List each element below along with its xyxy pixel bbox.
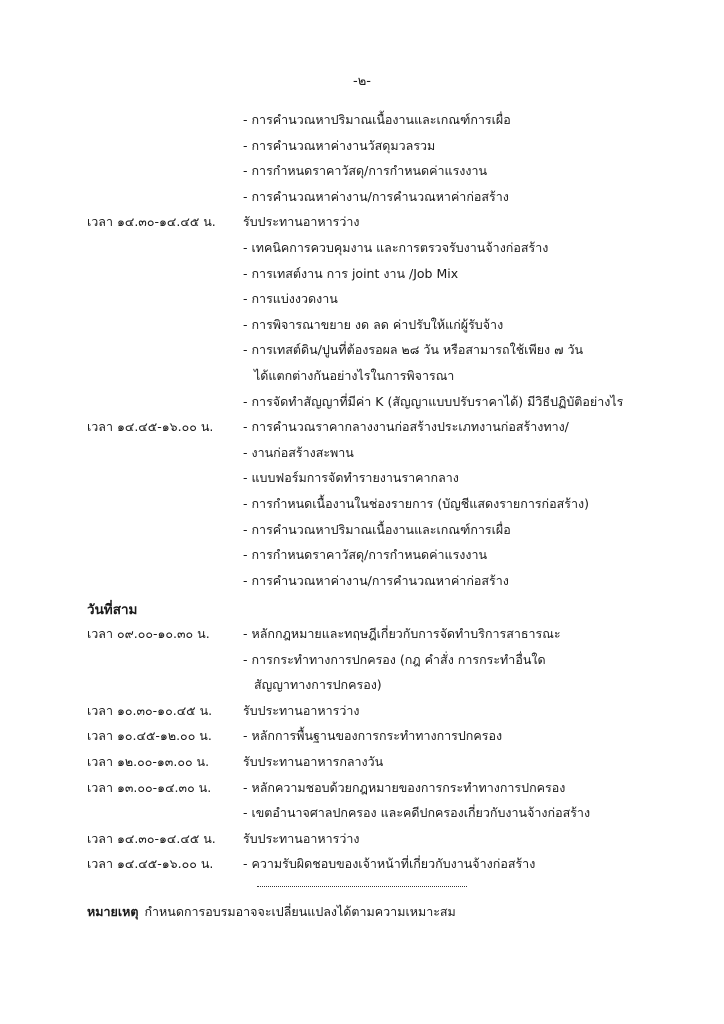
remark (87, 900, 456, 924)
remark-text: กำหนดการอบรมอาจจะเปลี่ยนแปลงได้ตามความเหมาะสม (144, 904, 456, 919)
time-slot: เวลา ๑๔.๔๕-๑๖.๐๐ น. (87, 856, 214, 872)
time-slot: เวลา ๑๓.๐๐-๑๔.๓๐ น. (87, 779, 212, 795)
time-slot: เวลา ๑๐.๓๐-๑๐.๔๕ น. (87, 702, 213, 718)
schedule-item: - การคำนวณราคากลางงานก่อสร้างประเภทงานก่อสร้างทาง/ (243, 419, 569, 435)
schedule-item: - เทคนิคการควบคุมงาน และการตรวจรับงานจ้างก่อสร้าง (243, 240, 549, 255)
schedule-item: - การคำนวณหาปริมาณเนื้องานและเกณฑ์การเผื่อ (243, 112, 511, 127)
schedule-item: - การคำนวณหาค่างาน/การคำนวณหาค่าก่อสร้าง (243, 188, 509, 204)
schedule-item: รับประทานอาหารกลางวัน (243, 754, 384, 769)
schedule-item: - หลักการพื้นฐานของการกระทำทางการปกครอง (243, 728, 503, 744)
schedule-item: - ความรับผิดชอบของเจ้าหน้าที่เกี่ยวกับงานจ้างก่อสร้าง (243, 856, 536, 872)
schedule-item: - เขตอำนาจศาลปกครอง และคดีปกครองเกี่ยวกับงานจ้างก่อสร้าง (243, 805, 591, 821)
schedule-item: - การกระทำทางการปกครอง (กฎ คำสั่ง การกระทำอื่นใด (243, 651, 546, 667)
schedule-item: - การแบ่งงวดงาน (243, 291, 338, 307)
schedule-item: - งานก่อสร้างสะพาน (243, 444, 354, 460)
time-slot: เวลา ๑๒.๐๐-๑๓.๐๐ น. (87, 754, 210, 769)
time-slot: เวลา ๑๔.๓๐-๑๔.๔๕ น. (87, 214, 216, 230)
time-slot: เวลา ๑๔.๔๕-๑๖.๐๐ น. (87, 419, 214, 435)
dotted-separator (257, 878, 467, 887)
schedule-item: - แบบฟอร์มการจัดทำรายงานราคากลาง (243, 470, 459, 486)
schedule-item: ได้แตกต่างกันอย่างไรในการพิจารณา (254, 368, 455, 383)
schedule-item: - การคำนวณหาค่างาน/การคำนวณหาค่าก่อสร้าง (243, 572, 509, 588)
schedule-item: - การเทสต์ดิน/ปูนที่ต้องรอผล ๒๘ วัน หรือสามารถใช้เพียง ๗ วัน (243, 342, 584, 358)
day-heading: วันที่สาม (87, 602, 138, 619)
time-slot: เวลา ๑๐.๔๕-๑๒.๐๐ น. (87, 728, 212, 744)
remark-label: หมายเหตุ (87, 904, 139, 919)
schedule-item: - การกำหนดราคาวัสดุ/การกำหนดค่าแรงงาน (243, 163, 488, 179)
time-slot: เวลา ๐๙.๐๐-๑๐.๓๐ น. (87, 626, 210, 641)
schedule-item: รับประทานอาหารว่าง (243, 702, 360, 718)
schedule-item: - หลักกฎหมายและทฤษฎีเกี่ยวกับการจัดทำบริการสาธารณะ (243, 626, 561, 641)
schedule-item: สัญญาทางการปกครอง) (254, 677, 382, 693)
schedule-item: - หลักความชอบด้วยกฎหมายของการกระทำทางการปกครอง (243, 779, 566, 795)
schedule-item: - การคำนวณหาปริมาณเนื้องานและเกณฑ์การเผื่อ (243, 521, 511, 537)
schedule-item: รับประทานอาหารว่าง (243, 830, 360, 846)
schedule-item: - การเทสต์งาน การ joint งาน /Job Mix (243, 265, 459, 281)
page-number: -๒- (353, 74, 371, 89)
schedule-item: - การกำหนดราคาวัสดุ/การกำหนดค่าแรงงาน (243, 547, 488, 563)
schedule-item: - การพิจารณาขยาย งด ลด ค่าปรับให้แก่ผู้รับจ้าง (243, 316, 504, 332)
schedule-item: - การจัดทำสัญญาที่มีค่า K (สัญญาแบบปรับราคาได้) มีวิธีปฏิบัติอย่างไร (243, 393, 624, 409)
schedule-item: - การคำนวณหาค่างานวัสดุมวลรวม (243, 137, 436, 153)
time-slot: เวลา ๑๔.๓๐-๑๔.๔๕ น. (87, 830, 216, 846)
schedule-item: - การกำหนดเนื้องานในช่องรายการ (บัญชีแสดงรายการก่อสร้าง) (243, 496, 589, 511)
schedule-item: รับประทานอาหารว่าง (243, 214, 360, 230)
